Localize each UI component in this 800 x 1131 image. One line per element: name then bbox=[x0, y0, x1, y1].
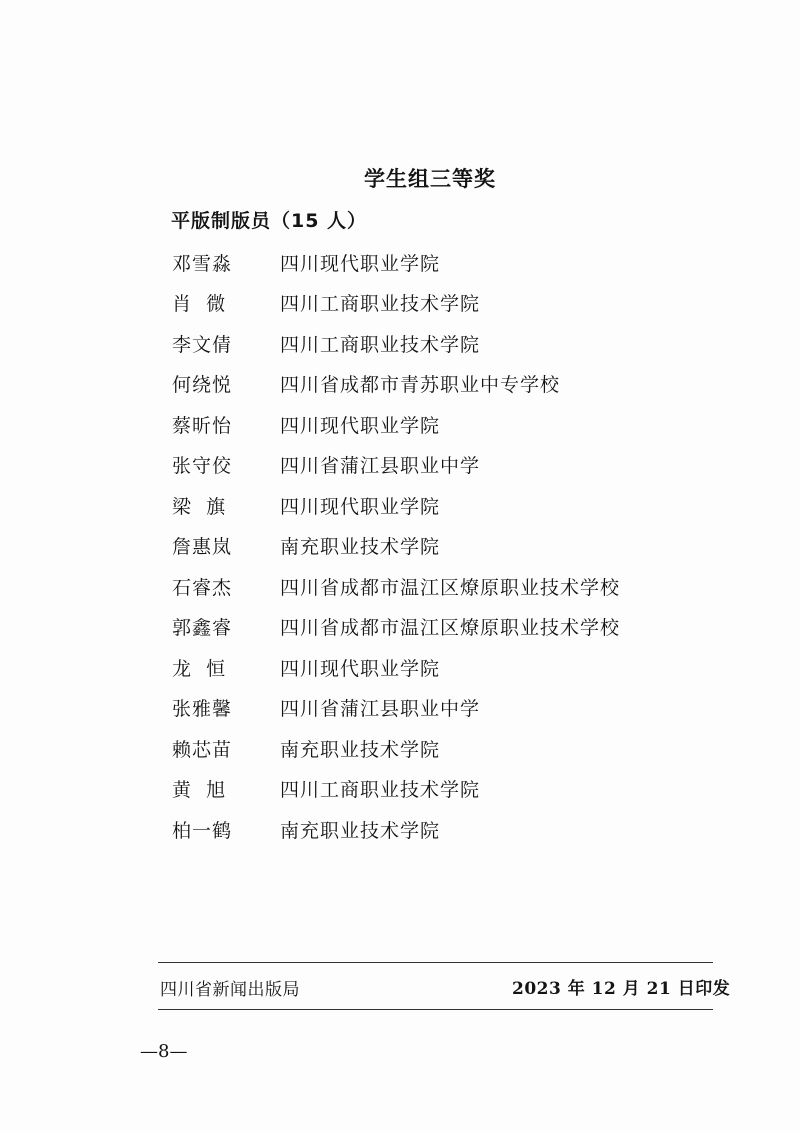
awardee-school: 四川工商职业技术学院 bbox=[280, 779, 481, 802]
awardee-school: 南充职业技术学院 bbox=[280, 536, 441, 559]
awardee-school: 四川现代职业学院 bbox=[280, 252, 441, 275]
awardee-row bbox=[172, 285, 732, 326]
awardee-name: 黄 旭 bbox=[172, 779, 227, 802]
awardee-name: 蔡昕怡 bbox=[172, 414, 233, 437]
awardee-name: 梁 旗 bbox=[172, 495, 227, 518]
footer-bottom-rule bbox=[158, 1009, 713, 1010]
awardee-row bbox=[172, 568, 732, 609]
awardee-row bbox=[172, 244, 732, 285]
awardee-name: 龙 恒 bbox=[172, 657, 227, 680]
awardee-name: 柏一鹤 bbox=[172, 819, 233, 842]
awardee-school: 四川省蒲江县职业中学 bbox=[280, 698, 481, 721]
awardee-row bbox=[172, 771, 732, 812]
awardee-name: 李文倩 bbox=[172, 333, 233, 356]
awardee-name: 邓雪淼 bbox=[172, 252, 233, 275]
awardee-row bbox=[172, 811, 732, 852]
awardee-school: 四川现代职业学院 bbox=[280, 657, 441, 680]
awardee-row bbox=[172, 487, 732, 528]
awardee-row bbox=[172, 406, 732, 447]
awardee-list bbox=[172, 244, 732, 852]
awardee-row bbox=[172, 690, 732, 731]
awardee-name: 张雅馨 bbox=[172, 698, 233, 721]
awardee-row bbox=[172, 730, 732, 771]
awardee-school: 四川省成都市温江区燎原职业技术学校 bbox=[280, 617, 621, 640]
awardee-name: 张守佼 bbox=[172, 455, 233, 478]
awardee-row bbox=[172, 325, 732, 366]
footer-issuer: 四川省新闻出版局 bbox=[160, 980, 300, 1000]
awardee-row bbox=[172, 649, 732, 690]
awardee-school: 四川省成都市温江区燎原职业技术学校 bbox=[280, 576, 621, 599]
awardee-name: 赖芯苗 bbox=[172, 738, 233, 761]
award-heading: 学生组三等奖 bbox=[364, 167, 496, 191]
awardee-school: 南充职业技术学院 bbox=[280, 738, 441, 761]
awardee-school: 南充职业技术学院 bbox=[280, 819, 441, 842]
awardee-name: 詹惠岚 bbox=[172, 536, 233, 559]
awardee-row bbox=[172, 366, 732, 407]
awardee-school: 四川工商职业技术学院 bbox=[280, 333, 481, 356]
awardee-name: 石睿杰 bbox=[172, 576, 233, 599]
awardee-row bbox=[172, 609, 732, 650]
awardee-school: 四川现代职业学院 bbox=[280, 414, 441, 437]
awardee-school: 四川工商职业技术学院 bbox=[280, 293, 481, 316]
awardee-name: 郭鑫睿 bbox=[172, 617, 233, 640]
awardee-school: 四川现代职业学院 bbox=[280, 495, 441, 518]
awardee-school: 四川省蒲江县职业中学 bbox=[280, 455, 481, 478]
awardee-name: 何绕悦 bbox=[172, 374, 233, 397]
footer-issue-date: 2023 年 12 月 21 日印发 bbox=[512, 979, 731, 999]
footer-top-rule bbox=[158, 962, 713, 963]
awardee-school: 四川省成都市青苏职业中专学校 bbox=[280, 374, 561, 397]
category-title: 平版制版员（15 人） bbox=[171, 210, 368, 232]
awardee-name: 肖 微 bbox=[172, 293, 227, 316]
awardee-row bbox=[172, 447, 732, 488]
awardee-row bbox=[172, 528, 732, 569]
page-number: —8— bbox=[140, 1041, 188, 1062]
